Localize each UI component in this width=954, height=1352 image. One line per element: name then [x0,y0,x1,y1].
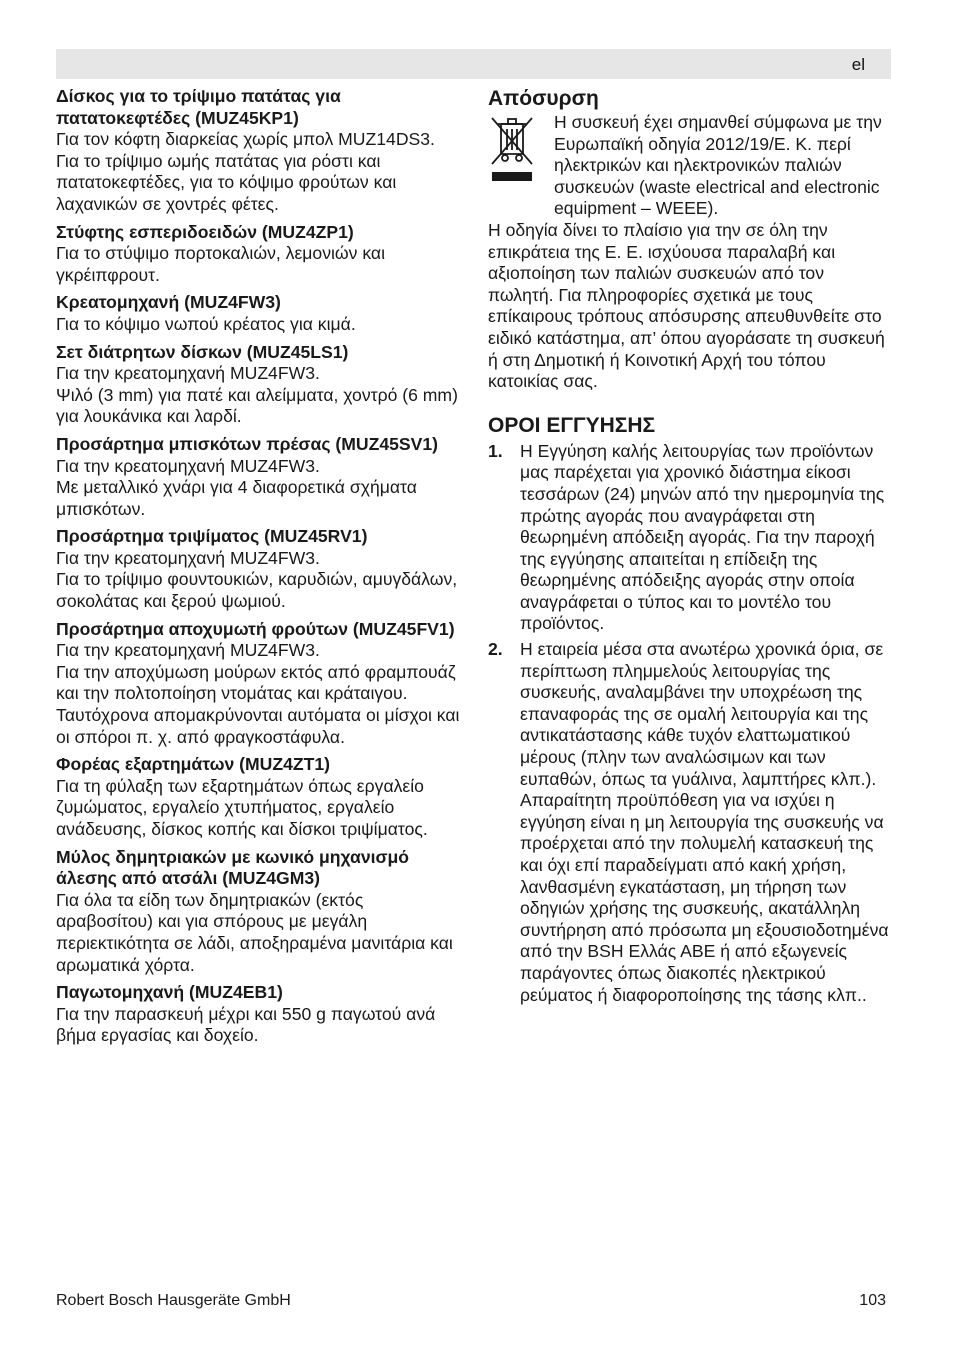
accessory-title: Δίσκος για το τρίψιμο πατάτας για πατατοκεφτέδες (MUZ45KP1) [56,86,341,128]
accessory-item [56,292,462,335]
accessory-title: Παγωτομηχανή (MUZ4EB1) [56,982,283,1003]
guarantee-item-number: 2. [488,639,503,660]
accessory-title: Σετ διάτρητων δίσκων (MUZ45LS1) [56,341,349,362]
left-column [56,86,462,1047]
accessory-text: Για την κρεατομηχανή MUZ4FW3. [56,363,320,384]
accessory-text: Για το κόψιμο νωπού κρέατος για κιμά. [56,313,356,334]
language-tag: el [851,55,865,74]
accessory-title: Προσάρτημα μπισκότων πρέσας (MUZ45SV1) [56,433,439,454]
guarantee-list [488,441,894,1006]
accessory-title: Μύλος δημητριακών με κωνικό μηχανισμό άλεσης από ατσάλι (MUZ4GM3) [56,846,410,889]
page-header-bar [56,49,891,79]
accessory-item [56,982,462,1047]
accessory-item [56,434,462,520]
footer-company: Robert Bosch Hausgeräte GmbH [56,1292,291,1309]
disposal-title: Απόσυρση [488,87,599,110]
accessory-text: Για όλα τα είδη των δημητριακών (εκτός αραβοσίτου) και για σπόρους με μεγάλη περιεκτικότητα σε λάδι, αποξηραμένα μανιτάρια και αρωματικά χόρτα. [56,889,453,975]
accessory-text: Για την κρεατομηχανή MUZ4FW3. [56,547,320,568]
accessory-title: Προσάρτημα αποχυμωτή φρούτων (MUZ45FV1) [56,618,455,639]
accessory-title: Κρεατομηχανή (MUZ4FW3) [56,292,281,313]
disposal-body: Η οδηγία δίνει το πλαίσιο για την σε όλη την επικράτεια της Ε. Ε. ισχύουσα παραλαβή και αξιοποίηση των παλιών συσκευών από τον πωλητή. Για πληροφορίες σχετικά με τους επίκαιρους τρόπους απόσυρσης απευθυνθείτε στο ειδικό κατάστημα, απ’ όπου αγοράσατε τη συσκευή ή στη Δημοτική ή Κοινοτική Αρχή του τόπου κατοικίας σας. [488,219,885,392]
crossed-out-wheeled-bin-icon [488,114,538,192]
accessory-text: Για το τρίψιμο φουντουκιών, καρυδιών, αμυγδάλων, σοκολάτας και ξερού ψωμιού. [56,569,458,612]
guarantee-item-number: 1. [488,440,503,461]
accessory-text: Για το τρίψιμο ωμής πατάτας για ρόστι και πατατοκεφτέδες, για το κόψιμο φρούτων και λαχανικών σε χοντρές φέτες. [56,150,397,214]
accessory-text: Για τον κόφτη διαρκείας χωρίς μπολ MUZ14DS3. [56,129,435,150]
accessory-item [56,86,462,216]
accessory-title: Προσάρτημα τριψίματος (MUZ45RV1) [56,526,368,547]
disposal-section [488,86,894,393]
accessory-title: Φορέας εξαρτημάτων (MUZ4ZT1) [56,754,331,775]
guarantee-item [488,441,894,635]
guarantee-title: ΟΡΟΙ ΕΓΓΥΗΣΗΣ [488,413,656,437]
accessory-text: Για τη φύλαξη των εξαρτημάτων όπως εργαλείο ζυμώματος, εργαλείο χτυπήματος, εργαλείο ανάδευσης, δίσκος κοπής και δίσκοι τριψίματος. [56,775,428,839]
accessory-item [56,342,462,428]
accessory-item [56,619,462,749]
accessory-text: Για την παρασκευή μέχρι και 550 g παγωτού ανά βήμα εργασίας και δοχείο. [56,1003,436,1046]
accessory-text: Για την κρεατομηχανή MUZ4FW3. [56,455,320,476]
accessory-text: Για το στύψιμο πορτοκαλιών, λεμονιών και γκρέιπφρουτ. [56,243,386,285]
accessory-item [56,847,462,977]
accessory-item [56,754,462,840]
page-number: 103 [859,1292,886,1309]
guarantee-item-text: Η εταιρεία μέσα στα ανωτέρω χρονικά όρια, σε περίπτωση πλημμελούς λειτουργίας της συσκευής, αναλαμβάνει την υποχρέωση της επαναφοράς της σε ομαλή λειτουργία και της αντικατάστασης κάθε τυχόν ελαττωματικού μέρους (πλην των αναλώσιμων και των ευπαθών, όπως τα γυάλινα, λαμπτήρες κλπ.). Απαραίτητη προϋπόθεση για να ισχύει η εγγύηση είναι η μη λειτουργία της συσκευής να προέρχεται από την πολυμελή κατασκευή της και όχι επί παραδείγματι από κακή χρήση, λανθασμένη εγκατάσταση, μη τήρηση των οδηγιών χρήσης της συσκευής, ακατάλληλη συντήρηση από πρόσωπα μη εξουσιοδοτημένα από την BSH Ελλάς ΑΒΕ ή από εξωγενείς παράγοντες όπως διακοπές ηλεκτρικού ρεύματος ή διαφοροποίησης της τάσης κλπ.. [520,639,889,1005]
weee-text: Η συσκευή έχει σημανθεί σύμφωνα με την Ευρωπαϊκή οδηγία 2012/19/Ε. Κ. περί ηλεκτρικών και ηλεκτρονικών παλιών συσκευών (waste electrical and electronic equipment – WEEE). [554,112,882,219]
accessory-text: Ψιλό (3 mm) για πατέ και αλείμματα, χοντρό (6 mm) για λουκάνικα και λαρδί. [56,384,458,427]
guarantee-section [488,413,894,1006]
accessory-item [56,222,462,287]
accessory-text: Για την αποχύμωση μούρων εκτός από φραμπουάζ και την πολτοποίηση ντομάτας και κράταιγου. Ταυτόχρονα απομακρύνονται αυτόματα οι μίσχοι και οι σπόροι π. χ. από φραγκοστάφυλα. [56,661,460,747]
guarantee-item [488,639,894,1006]
accessory-title: Στύφτης εσπεριδοειδών (MUZ4ZP1) [56,221,354,242]
right-column [488,86,894,1010]
accessory-item [56,526,462,612]
accessory-text: Για την κρεατομηχανή MUZ4FW3. [56,640,320,661]
guarantee-item-text: Η Εγγύηση καλής λειτουργίας των προϊόντων μας παρέχεται για χρονικό διάστημα είκοσι τεσσάρων (24) μηνών από την ημερομηνία της πρώτης αγοράς που αναγράφεται στη θεωρημένη απόδειξη αγοράς. Για την παροχή της εγγύησης απαιτείται η επίδειξη της θεωρημένης απόδειξης αγοράς στην οποία αναγράφεται ο τύπος και το μοντέλο του προϊόντος. [520,440,885,634]
accessory-text: Με μεταλλικό χνάρι για 4 διαφορετικά σχήματα μπισκότων. [56,477,417,519]
